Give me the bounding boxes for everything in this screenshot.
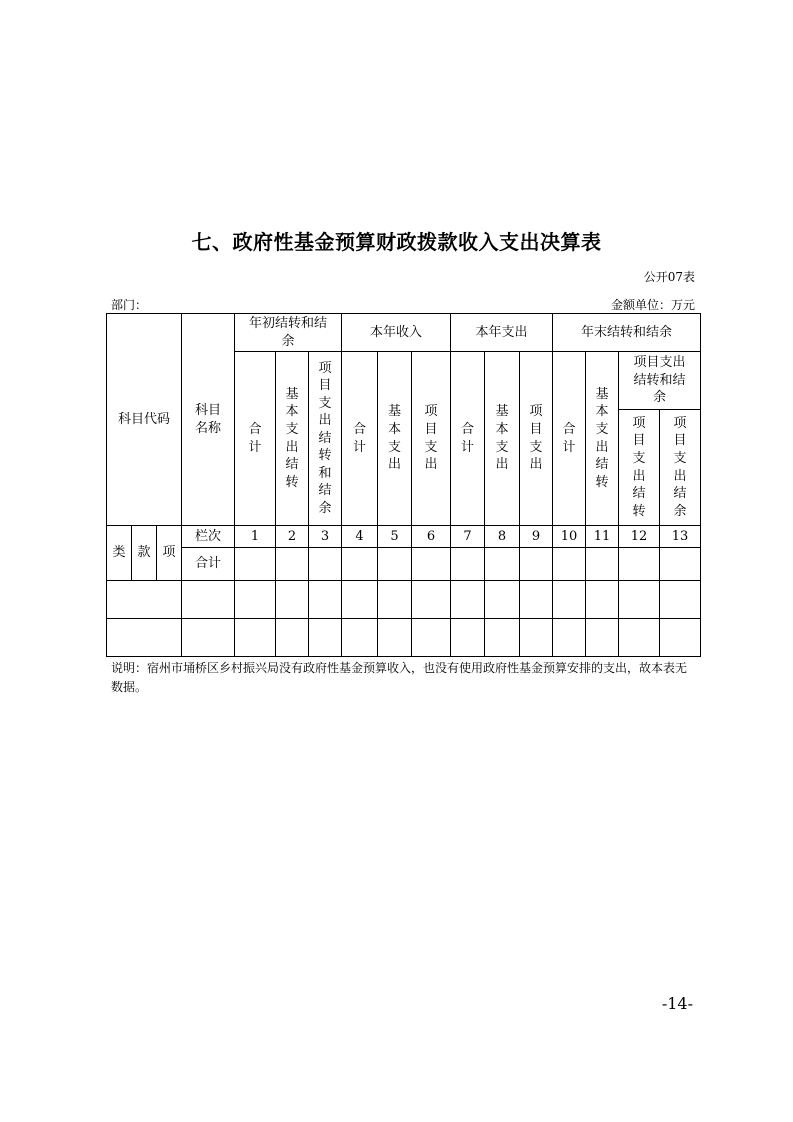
- table-cell: [660, 619, 701, 657]
- column-number: 13: [660, 526, 701, 548]
- column-number: 10: [553, 526, 586, 548]
- explanation-note: 说明：宿州市埇桥区乡村振兴局没有政府性基金预算收入，也没有使用政府性基金预算安排的支出，故本表无数据。: [111, 661, 688, 694]
- table-cell: [182, 581, 235, 619]
- table-cell: [485, 619, 520, 657]
- expense-basic-header: 基 本 支 出: [485, 352, 520, 526]
- table-cell: [520, 619, 553, 657]
- table-cell: [276, 581, 309, 619]
- income-total-header: 合 计: [342, 352, 378, 526]
- table-cell: [107, 619, 182, 657]
- table-cell: [378, 548, 412, 581]
- table-cell: [235, 548, 276, 581]
- table-row: [107, 581, 701, 619]
- table-cell: [412, 581, 451, 619]
- column-number: 6: [412, 526, 451, 548]
- table-cell: [235, 581, 276, 619]
- expense-total-header: 合 计: [451, 352, 485, 526]
- table-cell: [182, 619, 235, 657]
- table-cell: [619, 619, 660, 657]
- end-total-header: 合 计: [553, 352, 586, 526]
- table-cell: [412, 619, 451, 657]
- column-number: 7: [451, 526, 485, 548]
- table-cell: [485, 548, 520, 581]
- begin-total-header: 合 计: [235, 352, 276, 526]
- end-project-balance-header: 项 目 支 出 结 余: [660, 410, 701, 526]
- table-cell: [553, 619, 586, 657]
- table-cell: [276, 619, 309, 657]
- table-cell: [342, 619, 378, 657]
- begin-balance-header: 年初结转和结 余: [235, 314, 342, 352]
- table-cell: [309, 581, 342, 619]
- class-header: 类: [107, 526, 132, 581]
- table-row: [107, 619, 701, 657]
- sum-row: [107, 548, 701, 581]
- column-number: 4: [342, 526, 378, 548]
- page-number: -14-: [661, 994, 693, 1013]
- subject-code-header: 科目代码: [107, 314, 182, 526]
- table-number: 公开07表: [643, 270, 695, 284]
- unit-label: 金额单位：万元: [610, 298, 695, 312]
- end-balance-header: 年末结转和结余: [553, 314, 701, 352]
- table-cell: [660, 548, 701, 581]
- table-cell: [276, 548, 309, 581]
- table-cell: [378, 619, 412, 657]
- table-cell: [586, 619, 619, 657]
- column-number: 2: [276, 526, 309, 548]
- table-cell: [485, 581, 520, 619]
- table-cell: [378, 581, 412, 619]
- column-number: 8: [485, 526, 520, 548]
- table-cell: [451, 619, 485, 657]
- column-number: 5: [378, 526, 412, 548]
- expense-project-header: 项 目 支 出: [520, 352, 553, 526]
- table-cell: [309, 548, 342, 581]
- table-cell: [619, 581, 660, 619]
- department-label: 部门：: [111, 298, 148, 312]
- table-cell: [107, 581, 182, 619]
- table-cell: [412, 548, 451, 581]
- expense-header: 本年支出: [451, 314, 553, 352]
- table-cell: [553, 581, 586, 619]
- column-number: 3: [309, 526, 342, 548]
- end-project-group-header: 项目支出 结转和结 余: [619, 352, 701, 410]
- section-header: 款: [132, 526, 157, 581]
- table-cell: [619, 548, 660, 581]
- table-cell: [309, 619, 342, 657]
- budget-table: [106, 313, 701, 657]
- table-cell: [451, 581, 485, 619]
- begin-basic-carry-header: 基 本 支 出 结 转: [276, 352, 309, 526]
- column-number: 9: [520, 526, 553, 548]
- table-cell: [451, 548, 485, 581]
- subject-name-header: 科目 名称: [182, 314, 235, 526]
- income-header: 本年收入: [342, 314, 451, 352]
- table-cell: [342, 581, 378, 619]
- column-number-row: [107, 526, 701, 548]
- page-title: 七、政府性基金预算财政拨款收入支出决算表: [191, 230, 602, 254]
- item-header: 项: [157, 526, 182, 581]
- table-cell: [235, 619, 276, 657]
- end-basic-carry-header: 基 本 支 出 结 转: [586, 352, 619, 526]
- table-cell: [520, 581, 553, 619]
- table-cell: [660, 581, 701, 619]
- column-number: 11: [586, 526, 619, 548]
- income-basic-header: 基 本 支 出: [378, 352, 412, 526]
- table-cell: [520, 548, 553, 581]
- column-no-label: 栏次: [182, 526, 235, 548]
- table-cell: [586, 548, 619, 581]
- begin-project-carry-balance-header: 项 目 支 出 结 转 和 结 余: [309, 352, 342, 526]
- column-number: 1: [235, 526, 276, 548]
- table-cell: [342, 548, 378, 581]
- end-project-carry-header: 项 目 支 出 结 转: [619, 410, 660, 526]
- sum-row-label: 合计: [182, 548, 235, 581]
- column-number: 12: [619, 526, 660, 548]
- income-project-header: 项 目 支 出: [412, 352, 451, 526]
- table-cell: [553, 548, 586, 581]
- table-cell: [586, 581, 619, 619]
